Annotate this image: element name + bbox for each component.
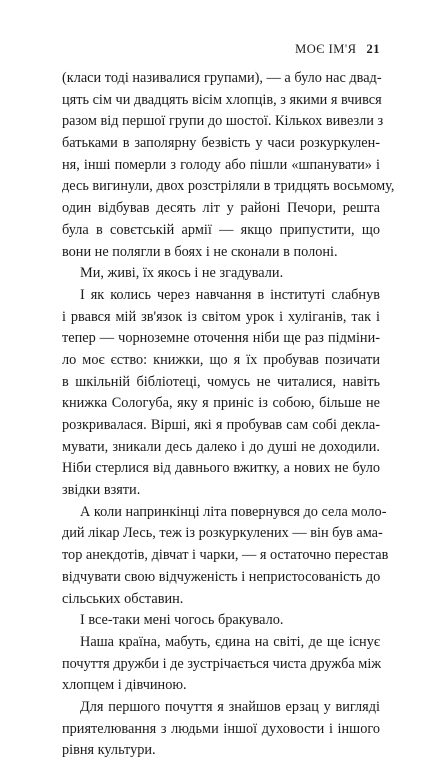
- text-line: Наша країна, мабуть, єдина на світі, де ще існує: [80, 633, 380, 650]
- text-line: вони не полягли в боях і не сконали в полоні.: [62, 243, 338, 260]
- paragraph: [62, 632, 380, 697]
- text-line: сільських обставин.: [62, 590, 184, 607]
- text-line: один відбував десять літ у районі Печори, решта: [62, 200, 380, 217]
- text-line: Ніби стерлися від давнього вжитку, а нових не було: [62, 460, 380, 477]
- text-line: і рвався мій зв'язок із світом урок і хуліганів, так і: [62, 308, 380, 325]
- text-line: І все-таки мені чогось бракувало.: [80, 612, 284, 629]
- paragraph: [62, 68, 395, 263]
- body-text: [62, 68, 395, 762]
- text-line: тор анекдотів, дівчат і чарки, — я остаточно перестав: [62, 547, 389, 564]
- text-line: книжка Сологуба, яку я приніс із собою, більше не: [62, 395, 380, 412]
- text-line: І як колись через навчання в інституті слабнув: [80, 286, 380, 303]
- text-line: батьками в заполярну безвість у часи розкуркулен-: [62, 135, 380, 152]
- text-line: в шкільній бібліотеці, чомусь не читалися, навіть: [62, 373, 380, 390]
- text-line: розкривалася. Вірші, які я пробував сам собі декла-: [62, 417, 380, 433]
- text-line: була в совєтській армії — якщо припустити, що: [62, 221, 380, 238]
- text-line: хлопцем і дівчиною.: [62, 677, 187, 694]
- text-line: приятелювання з людьми іншої духовости і іншого: [62, 720, 380, 737]
- text-line: Ми, живі, їх якось і не згадували.: [80, 265, 284, 282]
- text-line: разом від першої групи до шостої. Кількох вивезли з: [62, 113, 384, 130]
- text-line: цять сім чи двадцять вісім хлопців, з якими я вчився: [62, 91, 382, 108]
- book-page: [62, 40, 395, 762]
- text-line: мувати, зникали десь далеко і до душі не доходили.: [62, 438, 380, 455]
- paragraph: [62, 610, 380, 632]
- text-line: почуття дружби і де зустрічається чиста дружба між: [62, 655, 382, 672]
- text-line: (класи тоді називалися групами), — а було нас двад-: [62, 70, 382, 86]
- text-line: Для першого почуття я знайшов ерзац у вигляді: [80, 698, 380, 715]
- paragraph: [62, 697, 380, 762]
- page-number: 21: [366, 42, 380, 56]
- text-line: А коли напринкінці літа повернувся до села моло-: [80, 503, 387, 520]
- text-line: звідки взяти.: [62, 482, 141, 499]
- text-line: тепер — чорноземне оточення ніби ще раз підміни-: [62, 330, 380, 347]
- text-line: десь вигинули, двох розстріляли в тридцять восьмому,: [62, 178, 395, 195]
- running-head-title: МОЄ ІМ'Я: [295, 42, 357, 56]
- paragraph: [62, 502, 389, 610]
- text-line: ло моє єство: книжки, що я їх пробував позичати: [62, 351, 380, 368]
- text-line: ня, інші померли з голоду або пішли «шпанувати» і: [62, 156, 380, 173]
- text-line: рівня культури.: [62, 742, 156, 759]
- text-line: відчувати свою відчуженість і непристосованість до: [62, 568, 381, 585]
- paragraph: [62, 285, 380, 502]
- text-line: дий лікар Лесь, теж із розкуркулених — він був ама-: [62, 525, 383, 542]
- running-head: [62, 40, 380, 58]
- paragraph: [62, 263, 380, 285]
